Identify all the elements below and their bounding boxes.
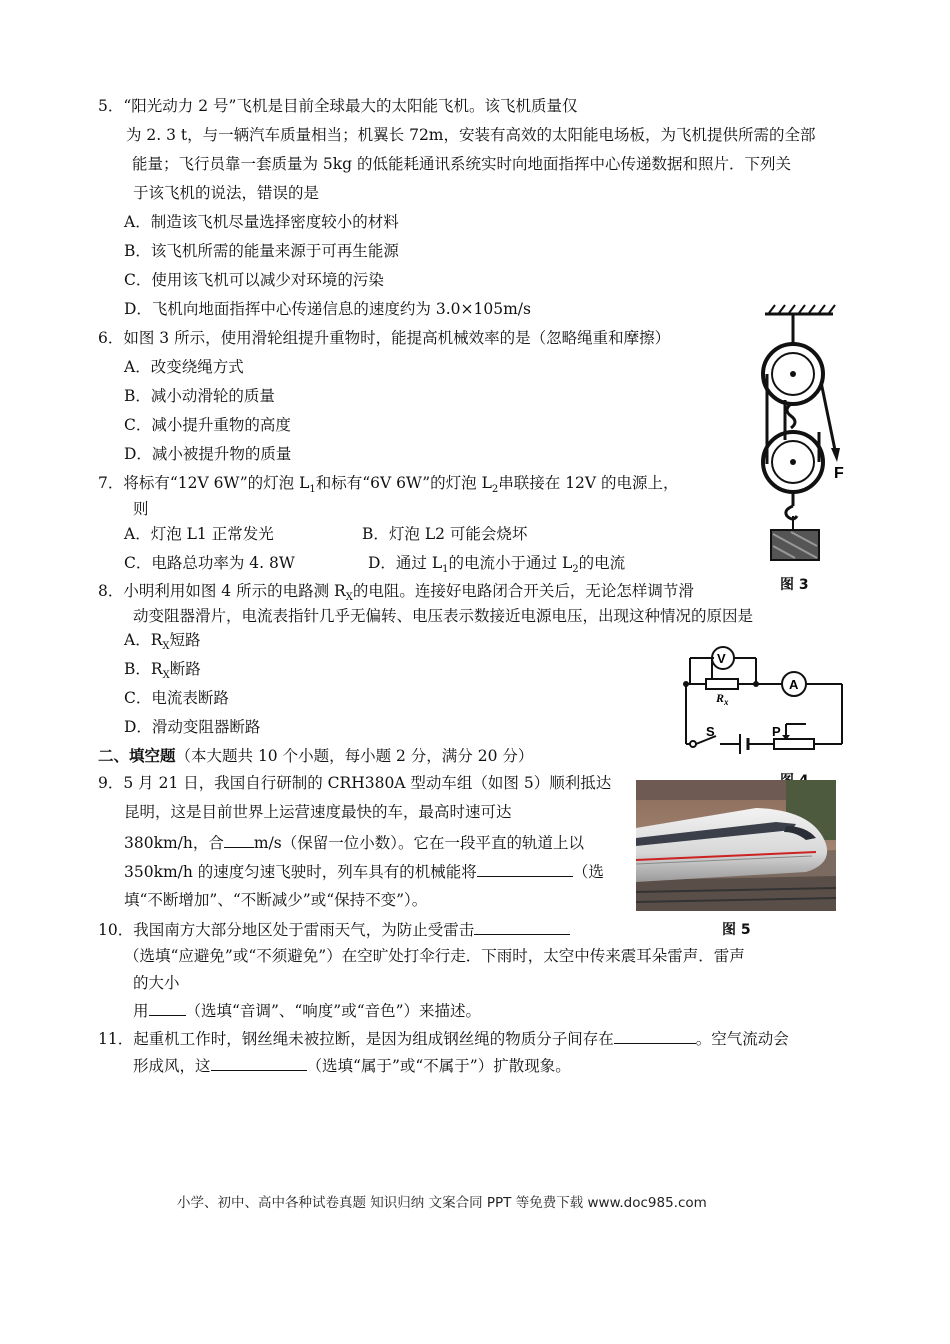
q10-line4: 用 （选填“音调”、“响度”或“音色”）来描述。 <box>133 1002 482 1020</box>
figure-3-pulley <box>755 302 855 597</box>
fig5-caption: 图 5 <box>722 922 751 938</box>
q7-number: 7． <box>98 474 124 492</box>
q9-line4: 350km/h 的速度匀速飞驶时，列车具有的机械能将 （选 <box>124 863 604 881</box>
q11-line2: 形成风，这 （选填“属于”或“不属于”）扩散现象。 <box>133 1057 571 1075</box>
q9-number: 9． <box>98 774 124 792</box>
q7-option-c: C．电路总功率为 4. 8W <box>124 554 295 572</box>
fig4-switch-label: S <box>706 724 715 739</box>
q11-answer-blank-1[interactable] <box>614 1028 696 1044</box>
q9-line5: 填“不断增加”、“不断减少”或“保持不变”）。 <box>124 891 428 909</box>
fig4-slider-label: P <box>772 724 781 739</box>
q8-option-b: B．$R_X$断路 <box>124 660 201 682</box>
q11-number: 11． <box>98 1030 134 1048</box>
q6-option-a: A．改变绕绳方式 <box>124 358 244 376</box>
q8-stem: 8．小明利用如图 4 所示的电路测 $R_X$的电阻。连接好电路闭合开关后，无论怎样调节滑 <box>98 582 694 604</box>
q6-number: 6． <box>98 329 124 347</box>
q9-answer-blank-2[interactable] <box>477 861 573 877</box>
q5-line2: 为 2. 3 t，与一辆汽车质量相当；机翼长 72m，安装有高效的太阳能电场板，为飞机提供所需的全部 <box>126 126 816 144</box>
q7-option-a: A．灯泡 L1 正常发光 <box>124 525 274 543</box>
q10-answer-blank-2[interactable] <box>149 1000 186 1016</box>
q9-line1: 9．5 月 21 日，我国自行研制的 CRH380A 型动车组（如图 5）顺利抵达 <box>98 774 612 792</box>
fig4-ammeter-label: A <box>789 677 799 692</box>
q5-option-b: B．该飞机所需的能量来源于可再生能源 <box>124 242 399 260</box>
q9-line3: 380km/h，合 m/s（保留一位小数）。它在一段平直的轨道上以 <box>124 834 585 852</box>
section-title: 二、填空题 <box>98 746 176 765</box>
q6-stem: 6．如图 3 所示，使用滑轮组提升重物时，能提高机械效率的是（忽略绳重和摩擦） <box>98 329 671 347</box>
q10-line1: 10．我国南方大部分地区处于雷雨天气，为防止受雷击 <box>98 919 570 940</box>
q7-stem-line2: 则 <box>133 500 149 518</box>
q10-line2: （选填“应避免”或“不须避免”）在空旷处打伞行走．下雨时，太空中传来震耳朵雷声．雷声 <box>124 947 745 965</box>
q7-option-b: B．灯泡 L2 可能会烧坏 <box>362 525 528 543</box>
q10-answer-blank-1[interactable] <box>474 919 570 935</box>
fig4-resistor-label: $R_x$ <box>716 691 729 707</box>
q8-number: 8． <box>98 582 124 600</box>
fig3-force-label: F <box>834 465 844 482</box>
q5-number: 5． <box>98 97 124 115</box>
q5-option-d: D．飞机向地面指挥中心传递信息的速度约为 3.0×105m/s <box>124 300 531 318</box>
q8-option-c: C．电流表断路 <box>124 689 229 707</box>
q5-option-a: A．制造该飞机尽量选择密度较小的材料 <box>124 213 399 231</box>
figure-4-circuit <box>676 638 850 776</box>
q11-answer-blank-2[interactable] <box>211 1055 307 1071</box>
q5-option-c: C．使用该飞机可以减少对环境的污染 <box>124 271 384 289</box>
q11-line1: 11．起重机工作时，钢丝绳未被拉断，是因为组成钢丝绳的物质分子间存在 。空气流动会 <box>98 1030 789 1048</box>
q7-stem: 7．将标有“12V 6W”的灯泡 $L_1$和标有“6V 6W”的灯泡 $L_2$串联接在 12V 的电源上， <box>98 474 679 496</box>
q10-number: 10． <box>98 921 134 939</box>
q5-line4: 于该飞机的说法，错误的是 <box>133 184 320 202</box>
q5-line3: 能量；飞行员靠一套质量为 5kg 的低能耗通讯系统实时向地面指挥中心传递数据和照片．下列关 <box>132 155 792 173</box>
fig4-voltmeter-label: V <box>717 651 726 666</box>
page-footer: 小学、初中、高中各种试卷真题 知识归纳 文案合同 PPT 等免费下载 www.doc985.com <box>177 1195 707 1211</box>
q6-option-d: D．减小被提升物的质量 <box>124 445 292 463</box>
q8-option-d: D．滑动变阻器断路 <box>124 718 261 736</box>
q9-line2: 昆明，这是目前世界上运营速度最快的车，最高时速可达 <box>124 803 512 821</box>
section-heading: 二、填空题（本大题共 10 个小题，每小题 2 分，满分 20 分） <box>98 746 534 765</box>
q8-option-a: A．$R_X$短路 <box>124 631 201 653</box>
q8-stem-line2: 动变阻器滑片，电流表指针几乎无偏转、电压表示数接近电源电压，出现这种情况的原因是 <box>133 607 754 625</box>
fig3-caption: 图 3 <box>780 577 809 593</box>
q7-option-d: D．通过 $L_1$的电流小于通过 $L_2$的电流 <box>368 554 626 576</box>
figure-5-train-photo <box>636 780 836 911</box>
q9-answer-blank-1[interactable] <box>224 832 254 848</box>
q6-option-c: C．减小提升重物的高度 <box>124 416 291 434</box>
q10-line3: 的大小 <box>133 974 180 992</box>
fig4-caption <box>780 770 809 780</box>
q5-line1: 5．“阳光动力 2 号”飞机是目前全球最大的太阳能飞机。该飞机质量仅 <box>98 97 578 115</box>
q6-option-b: B．减小动滑轮的质量 <box>124 387 275 405</box>
